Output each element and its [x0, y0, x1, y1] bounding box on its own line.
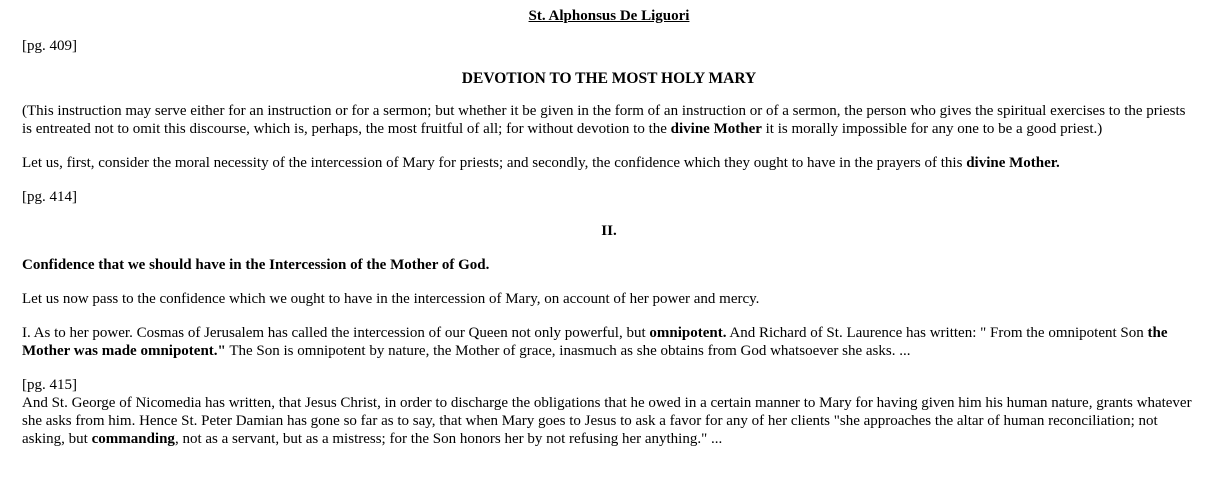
- intro-text-a: (This instruction may serve either for an instruction or for a sermon; but whether it be given in the form of an instruction or of a sermon, the person who gives the spiritual exercises to the priests is entreated not to omit this discourse, which is, perhaps, the most fruitful of all; for without devotion to the: [22, 103, 1186, 137]
- para4-text-e: The Son is omnipotent by nature, the Mother of grace, inasmuch as she obtains from God whatsoever she asks. ...: [225, 343, 911, 359]
- para5-text-c: , not as a servant, but as a mistress; for the Son honors her by not refusing her anything." ...: [174, 431, 723, 447]
- section-number: II.: [601, 223, 617, 239]
- para4-bold-mother-omnipotent: the Mother was made omnipotent.": [22, 325, 1168, 359]
- intro-bold-divine-mother: divine Mother: [670, 121, 762, 137]
- para5-text-a: And St. George of Nicomedia has written, that Jesus Christ, in order to discharge the obligations that he owed in a certain manner to Mary for having given him his human nature, grants whatever she asks from him. Hence St. Peter Damian has gone so far as to say, that when Mary goes to Jesus to ask a favor for any of her clients "she approaches the altar of human reconciliation; not asking, but: [22, 395, 1192, 447]
- confidence-paragraph: Let us now pass to the confidence which we ought to have in the intercession of Mary, on account of her power and mercy.: [22, 291, 760, 307]
- page-marker-409: [pg. 409]: [22, 38, 77, 54]
- page-415-block: [22, 376, 1196, 448]
- para2-bold-divine-mother: divine Mother.: [966, 155, 1060, 171]
- para4-bold-omnipotent: omnipotent.: [649, 325, 727, 341]
- para2-text-a: Let us, first, consider the moral necessity of the intercession of Mary for priests; and secondly, the confidence which they ought to have in the prayers of this: [22, 155, 967, 171]
- intro-paragraph: [22, 102, 1196, 138]
- page-marker-415: [pg. 415]: [22, 377, 77, 393]
- power-paragraph: [22, 324, 1196, 360]
- para4-text-a: I. As to her power. Cosmas of Jerusalem has called the intercession of our Queen not only powerful, but: [22, 325, 650, 341]
- section-title: Confidence that we should have in the Intercession of the Mother of God.: [22, 257, 490, 273]
- intro-text-c: it is morally impossible for any one to be a good priest.): [761, 121, 1103, 137]
- para5-bold-commanding: commanding: [91, 431, 175, 447]
- page-marker-414: [pg. 414]: [22, 189, 77, 205]
- nicomedia-paragraph: [22, 394, 1196, 448]
- first-consider-paragraph: [22, 154, 1196, 172]
- para4-text-c: And Richard of St. Laurence has written: " From the omnipotent Son: [726, 325, 1148, 341]
- document-heading: DEVOTION TO THE MOST HOLY MARY: [461, 70, 757, 87]
- author-link[interactable]: St. Alphonsus De Liguori: [528, 8, 690, 24]
